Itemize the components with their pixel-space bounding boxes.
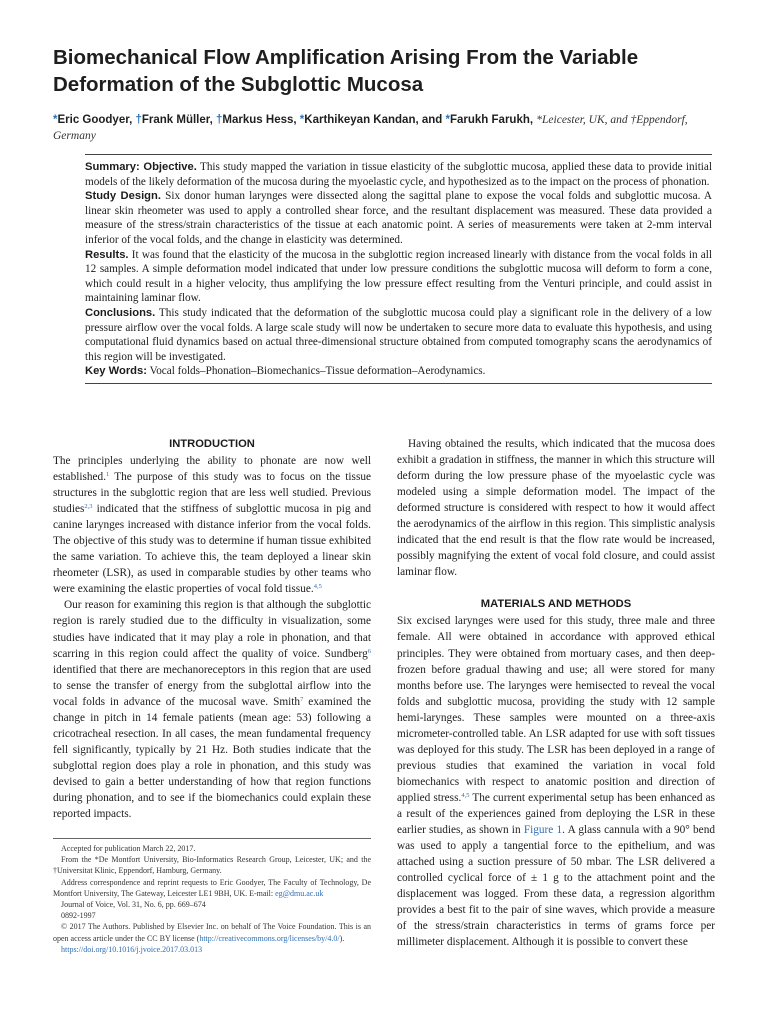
body-text: The principles underlying the ability to phonate are now well established. bbox=[53, 455, 371, 484]
author-separator: , and bbox=[415, 114, 446, 126]
author-name: Frank Müller bbox=[141, 114, 210, 126]
footnote-text: Address correspondence and reprint requests to Eric Goodyer, The Faculty of Technology, De Montfort University, The Gateway, Leicester LE1 9BH, UK. E-mail: bbox=[53, 877, 371, 898]
author-separator: , bbox=[293, 114, 300, 126]
reference-link[interactable]: 2,3 bbox=[84, 503, 93, 511]
abstract-text: This study mapped the variation in tissue elasticity of the subglottic mucosa, applied these data to provide initial models of the likely deformation of the mucosa during the myoelastic cycle, and hypothesized as to the impact on the process of phonation. bbox=[85, 161, 712, 188]
introduction-paragraph-3: Having obtained the results, which indicated that the mucosa does exhibit a gradation in stiffness, the manner in which this structure will deform during the low pressure phase of the myoelastic cycle was modeled using a simple deformation model. The impact of the deformed structure is considered with respect to how it would affect the aerodynamics of the airflow in this region. This simplistic analysis indicated that the end result is that the flow rate would be increased, possibly magnifying the extent of vocal fold closure, and could assist laminar flow. bbox=[397, 438, 715, 579]
author-name: Farukh Farukh bbox=[449, 114, 530, 126]
methods-paragraph-1 bbox=[397, 613, 715, 950]
author-list bbox=[53, 112, 723, 144]
abstract-label: Study Design. bbox=[85, 190, 161, 203]
author-symbol: * bbox=[445, 114, 450, 126]
abstract-results bbox=[85, 248, 712, 306]
author-affiliation: *Leicester, UK, and †Eppendorf, Germany bbox=[53, 114, 688, 142]
footnote-copyright bbox=[53, 921, 371, 943]
body-text: indicated that the stiffness of subglottic mucosa in pig and canine larynges increased with distance inferior from the vocal folds. The objective of this study was to determine if human tissue exhibited the same variation. To achieve this, the team deployed a linear skin rheometer (LSR), as used in comparable studies by other teams who were examining the elastic properties of vocal fold tissue. bbox=[53, 503, 371, 596]
abstract-design bbox=[85, 189, 712, 247]
footnote-address bbox=[53, 877, 371, 899]
abstract-label: Key Words: bbox=[85, 365, 147, 378]
introduction-heading: INTRODUCTION bbox=[169, 438, 255, 450]
body-text: Our reason for examining this region is that although the subglottic region is rarely studied due to the difficulty in visualization, some studies have indicated that it may play a role in phonation, and that scarring in this region could affect the quality of voice. Sundberg bbox=[53, 599, 371, 660]
article-title: Biomechanical Flow Amplification Arising From the Variable Deformation of the Subglottic Mucosa bbox=[53, 46, 639, 96]
author-names bbox=[53, 114, 536, 126]
reference-link[interactable]: 7 bbox=[300, 695, 304, 703]
abstract-objective bbox=[85, 160, 712, 189]
reference-link[interactable]: 1 bbox=[106, 471, 110, 479]
body-text: . A glass cannula with a 90° bend was used to apply a tangential force to the epithelium, and was attached using a suction pressure of 50 mbar. The LSR delivered a controlled cyclical force of ± 1 g to the attachment point and the displacement was logged. From these data, a regression algorithm provides a best fit to the pair of sine waves, which provide a measure of the stress/strain characteristics in terms of grams force per millimeter displacement. Although it is possible to convert these bbox=[397, 824, 715, 949]
footnote-text: ). bbox=[339, 933, 345, 943]
right-column bbox=[397, 436, 715, 950]
methods-heading: MATERIALS AND METHODS bbox=[480, 598, 632, 611]
abstract-box bbox=[85, 154, 712, 384]
body-text: examined the change in pitch in 14 female patients (mean age: 53) following a cricotracheal resection. In all cases, the mean fundamental frequency fell significantly, typically by 21 Hz. Both studies indicate that the subglottal region does play a role in phonation, and this study was devised to gain a better understanding of how that region functions during phonation, and to see if the biomechanics could explain these reported impacts. bbox=[53, 695, 371, 821]
body-text: The purpose of this study was to focus on the tissue structures in the subglottic region that are less well studied. Previous studies bbox=[53, 471, 371, 516]
reference-link[interactable]: 4,5 bbox=[313, 583, 322, 591]
doi-link[interactable]: https://doi.org/10.1016/j.jvoice.2017.03.013 bbox=[61, 944, 203, 954]
author-separator: , bbox=[209, 114, 217, 126]
body-text: identified that there are mechanoreceptors in this region that are used to sense the transfer of energy from the subglottal airflow into the vocal folds in advance of the mucosal wave. Smith bbox=[53, 663, 371, 708]
left-column bbox=[53, 436, 371, 822]
author-name: Karthikeyan Kandan bbox=[304, 114, 416, 126]
author-symbol: * bbox=[299, 114, 305, 126]
author-symbol: † bbox=[135, 114, 142, 126]
abstract-label: Results. bbox=[85, 248, 129, 261]
email-link[interactable]: eg@dmu.ac.uk bbox=[275, 888, 324, 898]
body-text: The current experimental setup has been enhanced as a result of the experiences gained from deploying the LSR in these earlier studies, as shown in bbox=[397, 791, 715, 837]
author-symbol: * bbox=[53, 114, 58, 126]
reference-link[interactable]: 4,5 bbox=[461, 791, 470, 799]
abstract-text: This study indicated that the deformation of the subglottic mucosa could play a significant role in the delivery of a low pressure airflow over the vocal folds. A large scale study will now be undertaken to secure more data to evaluate this hypothesis, and using computational fluid dynamics based on actual three-dimensional structure obtained from computed tomography scans the aerodynamics of this region will be investigated. bbox=[85, 306, 712, 363]
author-separator: , bbox=[529, 114, 537, 126]
abstract-label: Conclusions. bbox=[85, 306, 156, 319]
abstract-text: Six donor human larynges were dissected along the sagittal plane to expose the vocal folds and subglottic mucosa. A linear skin rheometer was used to apply a controlled shear force, and the resultant displacement was measured. These data provided a measure of the stress/strain characteristics of the tissue at each anatomic point. A series of measurements were taken at 2-mm interval inferior of the vocal folds, and the change in elasticity was determined. bbox=[85, 190, 712, 246]
abstract-text: It was found that the elasticity of the mucosa in the subglottic region increased linearly with distance from the vocal folds in all 12 samples. A simple deformation model indicated that under low pressure conditions the subglottic mucosa will deform to form a cone, which could result in a higher velocity, thus amplifying the low pressure effect resulting from the Venturi principle, and could assist in maintaining laminar flow. bbox=[85, 248, 712, 305]
figure-link[interactable]: Figure 1 bbox=[523, 824, 563, 837]
footnote-journal: Journal of Voice, Vol. 31, No. 6, pp. 669–674 bbox=[61, 900, 206, 910]
author-separator: , bbox=[129, 114, 136, 126]
license-link[interactable]: http://creativecommons.org/licenses/by/4.0/ bbox=[199, 933, 340, 943]
footnote-issn: 0892-1997 bbox=[61, 911, 96, 921]
footnote-affiliations: From the *De Montfort University, Bio-Informatics Research Group, Leicester, UK; and the †Universitat Klinic, Eppendorf, Hamburg, Germany. bbox=[53, 855, 371, 876]
footnote-text: © 2017 The Authors. Published by Elsevier Inc. on behalf of The Voice Foundation. This is an open access article under the CC BY license ( bbox=[53, 922, 371, 943]
author-symbol: † bbox=[216, 114, 223, 126]
introduction-paragraph-2 bbox=[53, 597, 371, 822]
article-footnote bbox=[53, 838, 371, 955]
abstract-text: Vocal folds–Phonation–Biomechanics–Tissue deformation–Aerodynamics. bbox=[146, 365, 486, 378]
footnote-accepted: Accepted for publication March 22, 2017. bbox=[61, 844, 196, 853]
author-name: Eric Goodyer bbox=[57, 114, 130, 126]
abstract-keywords bbox=[85, 364, 712, 379]
introduction-paragraph-1 bbox=[53, 453, 371, 597]
reference-link[interactable]: 6 bbox=[367, 647, 371, 655]
abstract-label: Summary: Objective. bbox=[85, 161, 197, 173]
author-name: Markus Hess bbox=[222, 114, 294, 126]
abstract-conclusions bbox=[85, 306, 712, 364]
body-text: Six excised larynges were used for this study, three male and three female. All were obtained in accordance with approved ethical principles. They were obtained from mortuary cases, and then deep-frozen before gradual thawing and use; all were stored for many months before use. The larynges were hemisected to reveal the vocal folds and subglottic mucosa, providing the study with 12 sample hemi-larynges. These samples were mounted on a three-axis micrometer-controlled table. An LSR adapted for use with soft tissues was deployed for this study. The LSR has been deployed in a range of previous studies that examined the variation in vocal fold biomechanics with respect to anatomic position and direction of applied stress. bbox=[397, 615, 715, 804]
